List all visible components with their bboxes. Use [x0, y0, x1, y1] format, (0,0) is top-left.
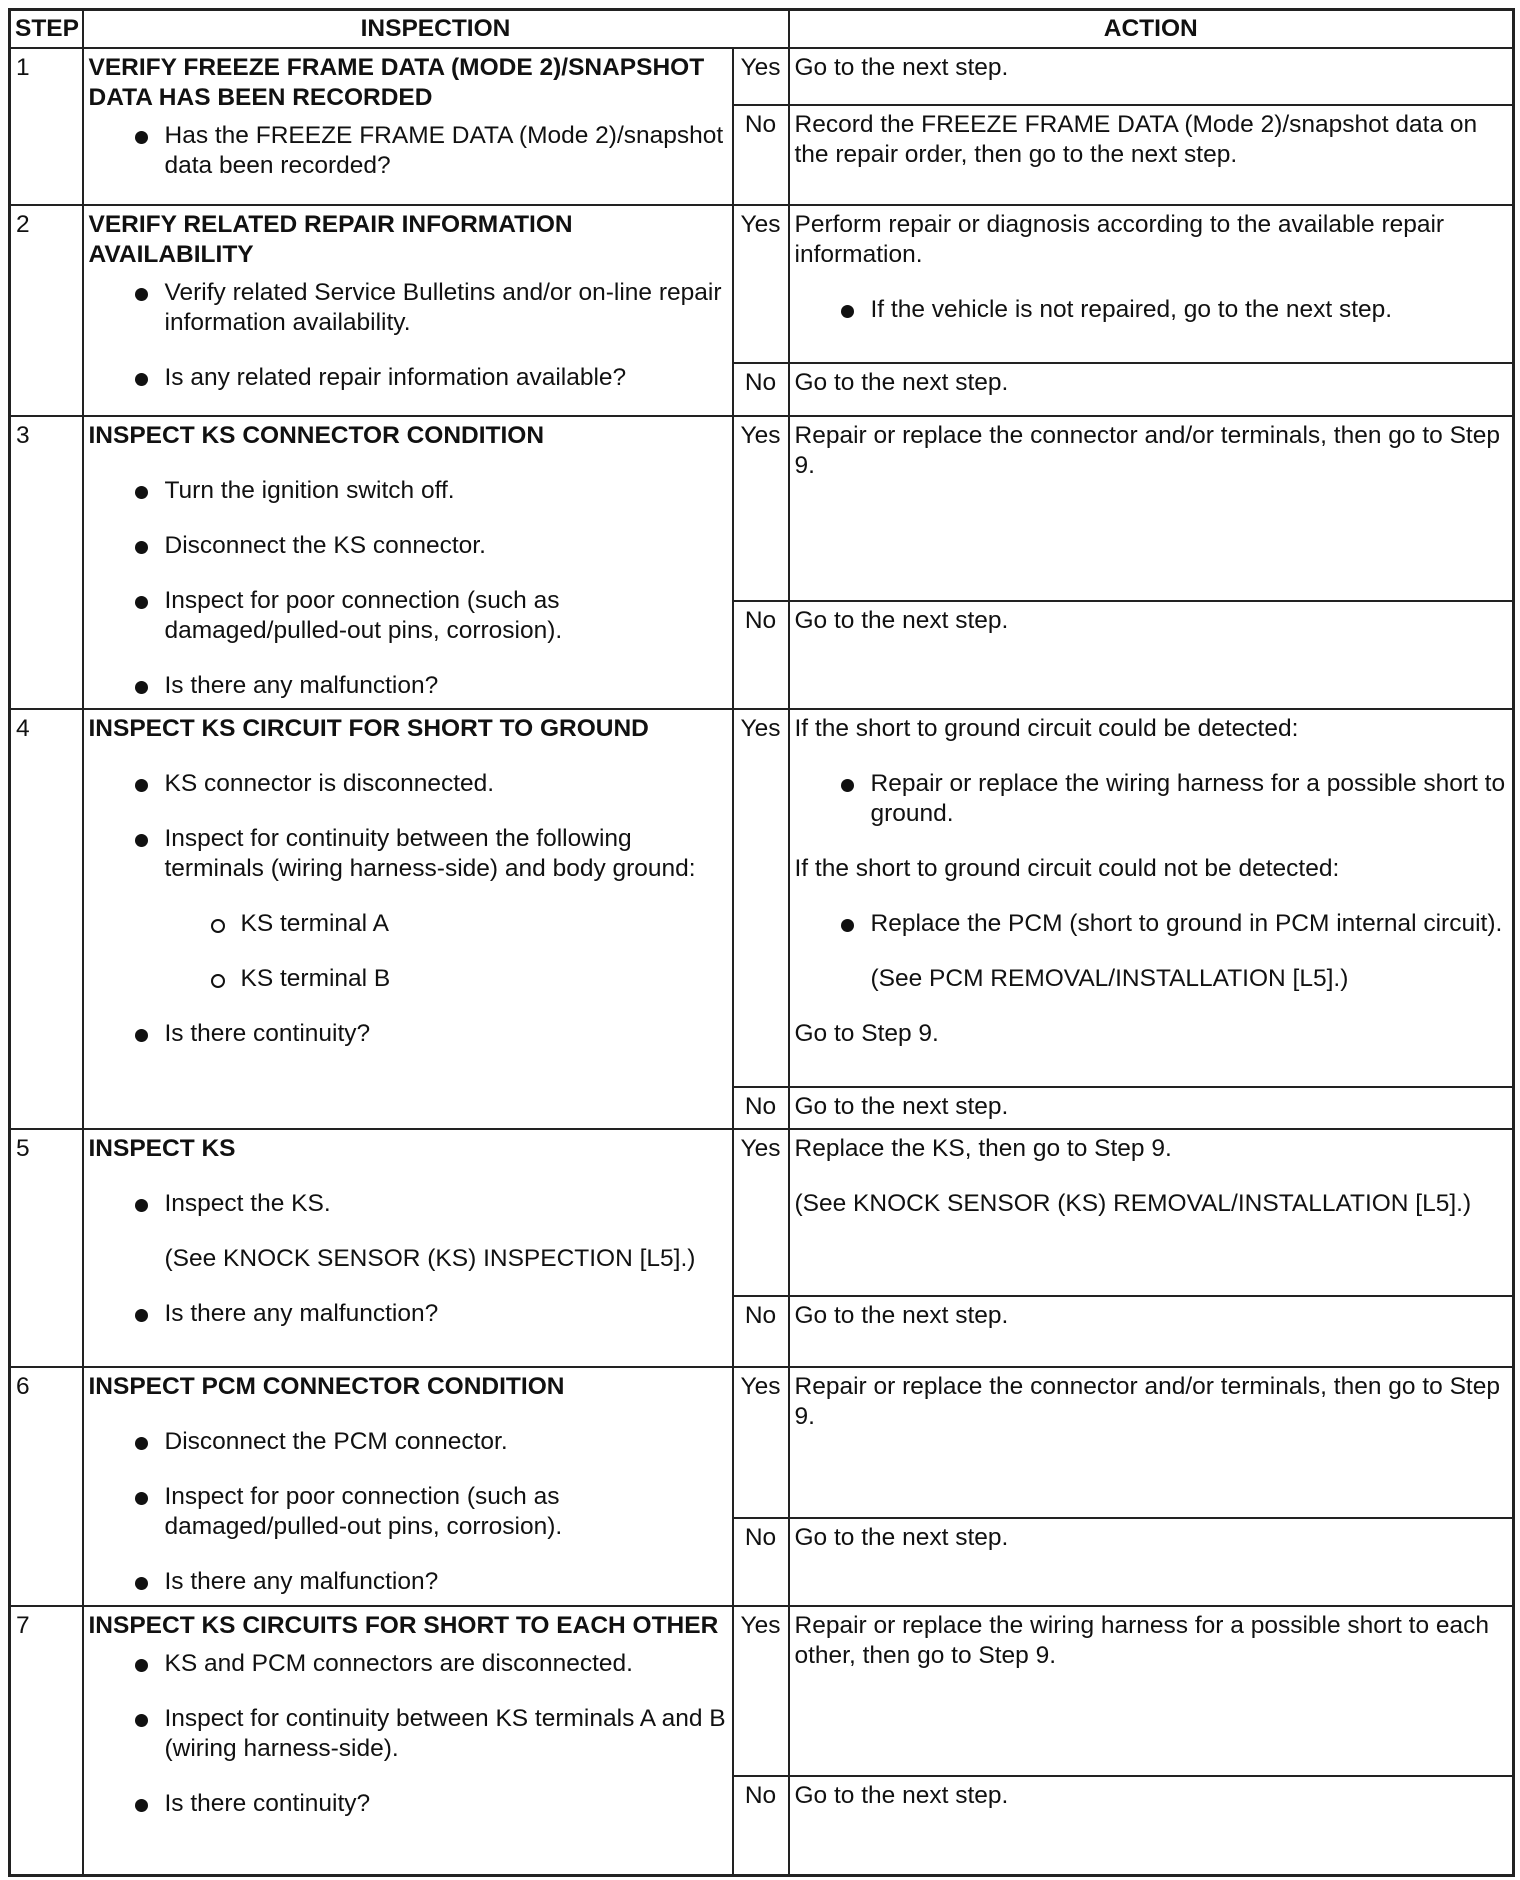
step-4-yes-row	[10, 709, 1514, 1087]
header-row	[10, 10, 1514, 49]
yes-label: Yes	[733, 48, 789, 105]
step-title: VERIFY FREEZE FRAME DATA (MODE 2)/SNAPSHOT DATA HAS BEEN RECORDED	[88, 54, 705, 111]
inspection-bullet: Disconnect the KS connector.	[89, 531, 727, 561]
no-action: Go to the next step.	[789, 1518, 1514, 1606]
step-title: VERIFY RELATED REPAIR INFORMATION AVAILABILITY	[88, 211, 573, 268]
inspection-bullet: KS and PCM connectors are disconnected.	[89, 1649, 727, 1679]
inspection-bullet: Disconnect the PCM connector.	[89, 1427, 727, 1457]
inspection-cell	[83, 1367, 733, 1606]
inspection-bullet: KS connector is disconnected.	[89, 769, 727, 799]
step-1-yes-row	[10, 48, 1514, 105]
no-label: No	[733, 1518, 789, 1606]
no-label: No	[733, 1087, 789, 1129]
yes-action: Repair or replace the connector and/or terminals, then go to Step 9.	[789, 416, 1514, 601]
step-title: INSPECT KS CIRCUITS FOR SHORT TO EACH OTHER	[88, 1612, 719, 1639]
header-inspection: INSPECTION	[83, 10, 789, 49]
step-number: 1	[10, 48, 83, 205]
inspection-cell	[83, 416, 733, 709]
step-title: INSPECT KS	[88, 1135, 236, 1162]
inspection-bullet: Is there continuity?	[89, 1019, 727, 1049]
yes-label: Yes	[733, 709, 789, 1087]
inspection-bullet: Is there any malfunction?	[89, 1567, 727, 1597]
inspection-bullet: Is there continuity?	[89, 1789, 727, 1819]
step-5-yes-row	[10, 1129, 1514, 1296]
inspection-bullet: Verify related Service Bulletins and/or on-line repair information availability.	[89, 278, 727, 338]
inspection-bullet: Inspect the KS.	[89, 1189, 727, 1219]
step-number: 2	[10, 205, 83, 416]
no-action: Go to the next step.	[789, 601, 1514, 709]
inspection-bullet: Has the FREEZE FRAME DATA (Mode 2)/snapshot data been recorded?	[89, 121, 727, 181]
no-action: Go to the next step.	[789, 1296, 1514, 1367]
no-action: Go to the next step.	[789, 363, 1514, 416]
yes-label: Yes	[733, 1367, 789, 1518]
yes-action: Go to the next step.	[789, 48, 1514, 105]
yes-action-reference: (See PCM REMOVAL/INSTALLATION [L5].)	[870, 965, 1349, 992]
inspection-bullet: Inspect for continuity between KS terminals A and B (wiring harness-side).	[89, 1704, 727, 1764]
yes-label: Yes	[733, 205, 789, 363]
inspection-sub-bullet: KS terminal A	[89, 909, 727, 939]
inspection-cell	[83, 1129, 733, 1367]
step-title: INSPECT KS CIRCUIT FOR SHORT TO GROUND	[88, 715, 649, 742]
no-label: No	[733, 363, 789, 416]
yes-action-cell	[789, 205, 1514, 363]
yes-action: Replace the KS, then go to Step 9.	[794, 1135, 1172, 1162]
inspection-cell	[83, 48, 733, 205]
inspection-bullet: Inspect for continuity between the following terminals (wiring harness-side) and body ground:	[89, 824, 727, 884]
inspection-bullet: Is there any malfunction?	[89, 671, 727, 701]
yes-label: Yes	[733, 1129, 789, 1296]
no-label: No	[733, 105, 789, 205]
no-label: No	[733, 1776, 789, 1876]
step-number: 5	[10, 1129, 83, 1367]
no-label: No	[733, 1296, 789, 1367]
no-action: Go to the next step.	[789, 1087, 1514, 1129]
step-title: INSPECT PCM CONNECTOR CONDITION	[88, 1373, 565, 1400]
yes-action-reference: (See KNOCK SENSOR (KS) REMOVAL/INSTALLATION [L5].)	[794, 1190, 1472, 1217]
yes-action-cell	[789, 1129, 1514, 1296]
inspection-bullet: Inspect for poor connection (such as damaged/pulled-out pins, corrosion).	[89, 586, 727, 646]
step-title: INSPECT KS CONNECTOR CONDITION	[88, 422, 545, 449]
yes-label: Yes	[733, 416, 789, 601]
inspection-bullet: Is there any malfunction?	[89, 1299, 727, 1329]
yes-action: Perform repair or diagnosis according to the available repair information.	[794, 211, 1445, 268]
inspection-cell	[83, 709, 733, 1129]
no-label: No	[733, 601, 789, 709]
inspection-reference: (See KNOCK SENSOR (KS) INSPECTION [L5].)	[164, 1245, 696, 1272]
inspection-bullet: Inspect for poor connection (such as damaged/pulled-out pins, corrosion).	[89, 1482, 727, 1542]
step-number: 3	[10, 416, 83, 709]
yes-action-bullet: Repair or replace the wiring harness for a possible short to ground.	[795, 769, 1508, 829]
yes-label: Yes	[733, 1606, 789, 1776]
step-7-yes-row	[10, 1606, 1514, 1776]
yes-action-line: Go to Step 9.	[794, 1020, 939, 1047]
yes-action-bullet: If the vehicle is not repaired, go to the next step.	[795, 295, 1508, 325]
yes-action-bullet: Replace the PCM (short to ground in PCM internal circuit).	[795, 909, 1508, 939]
no-action: Record the FREEZE FRAME DATA (Mode 2)/snapshot data on the repair order, then go to the next step.	[789, 105, 1514, 205]
step-6-yes-row	[10, 1367, 1514, 1518]
inspection-bullet: Is any related repair information available?	[89, 363, 727, 393]
header-step: STEP	[10, 10, 83, 49]
step-2-yes-row	[10, 205, 1514, 363]
yes-action: Repair or replace the wiring harness for a possible short to each other, then go to Step 9.	[789, 1606, 1514, 1776]
yes-action: Repair or replace the connector and/or terminals, then go to Step 9.	[789, 1367, 1514, 1518]
header-action: ACTION	[789, 10, 1514, 49]
inspection-cell	[83, 205, 733, 416]
step-3-yes-row	[10, 416, 1514, 601]
inspection-cell	[83, 1606, 733, 1876]
no-action: Go to the next step.	[789, 1776, 1514, 1876]
yes-action-line: If the short to ground circuit could not be detected:	[794, 855, 1340, 882]
inspection-bullet: Turn the ignition switch off.	[89, 476, 727, 506]
step-number: 4	[10, 709, 83, 1129]
yes-action-line: If the short to ground circuit could be detected:	[794, 715, 1299, 742]
yes-action-cell	[789, 709, 1514, 1087]
step-number: 7	[10, 1606, 83, 1876]
diagnostic-table	[8, 8, 1515, 1877]
inspection-sub-bullet: KS terminal B	[89, 964, 727, 994]
step-number: 6	[10, 1367, 83, 1606]
